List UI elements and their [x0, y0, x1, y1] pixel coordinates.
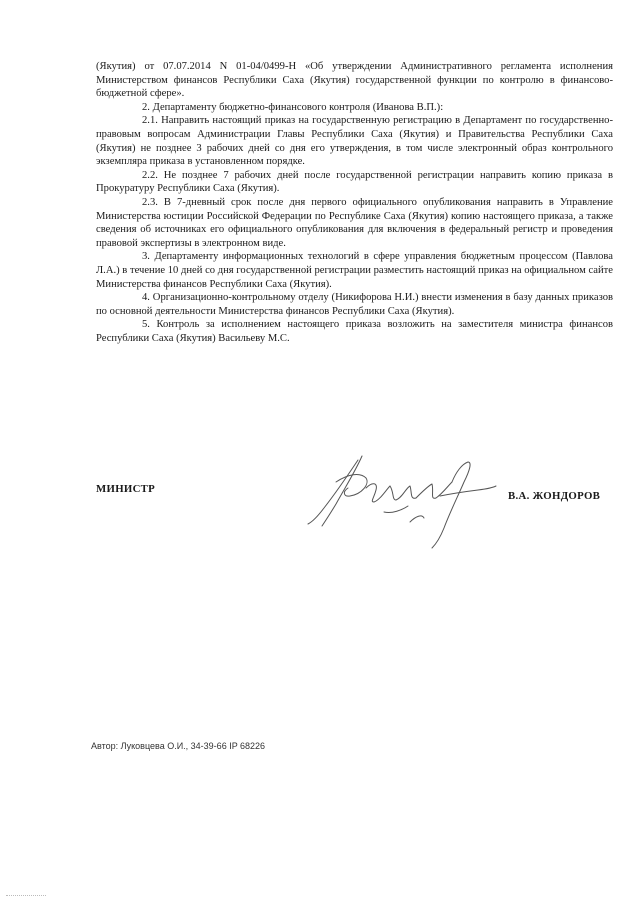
paragraph: 5. Контроль за исполнением настоящего приказа возложить на заместителя министра финансов Республики Саха (Якутия) Васильеву М.С. — [96, 319, 613, 344]
signatory-name: В.А. ЖОНДОРОВ — [508, 490, 601, 502]
document-body — [96, 60, 613, 345]
signatory-title: МИНИСТР — [96, 483, 156, 495]
paragraph: 2. Департаменту бюджетно-финансового контроля (Иванова В.П.): — [142, 101, 444, 113]
paragraph: 2.3. В 7-дневный срок после дня первого официального опубликования направить в Управление Министерства юстиции Российской Федерации по Республике Саха (Якутия) копию настоящего приказа, а также сведения об источниках его официального опубликования для включения в федеральный регистр и проведения правовой экспертизы в электронном виде. — [96, 196, 613, 249]
paragraph: 2.2. Не позднее 7 рабочих дней после государственной регистрации направить копию приказа в Прокуратуру Республики Саха (Якутия). — [96, 169, 613, 195]
scan-artifact — [6, 895, 46, 897]
paragraph: (Якутия) от 07.07.2014 N 01-04/0499-Н «Об утверждении Административного регламента исполнения Министерством финансов Республики Саха (Якутия) государственной функции по контролю в финансово-бюджетной сфере». — [96, 61, 613, 100]
paragraph: 2.1. Направить настоящий приказ на государственную регистрацию в Департамент по государственно-правовым вопросам Администрации Главы Республики Саха (Якутия) и Правительства Республики Саха (Якутия) не позднее 3 рабочих дней со дня его утверждения, в том числе электронный образ контрольного экземпляра приказа в установленном порядке. — [96, 115, 613, 168]
document-footer: Автор: Луковцева О.И., 34-39-66 IP 68226 — [91, 741, 266, 751]
handwritten-signature — [300, 452, 510, 552]
paragraph: 3. Департаменту информационных технологий в сфере управления бюджетным процессом (Павлова Л.А.) в течение 10 дней со дня государственной регистрации разместить настоящий приказ на официальном сайте Министерства финансов Республики Саха (Якутия). — [96, 251, 613, 290]
paragraph: 4. Организационно-контрольному отделу (Никифорова Н.И.) внести изменения в базу данных приказов по основной деятельности Министерства финансов Республики Саха (Якутия). — [96, 292, 613, 317]
